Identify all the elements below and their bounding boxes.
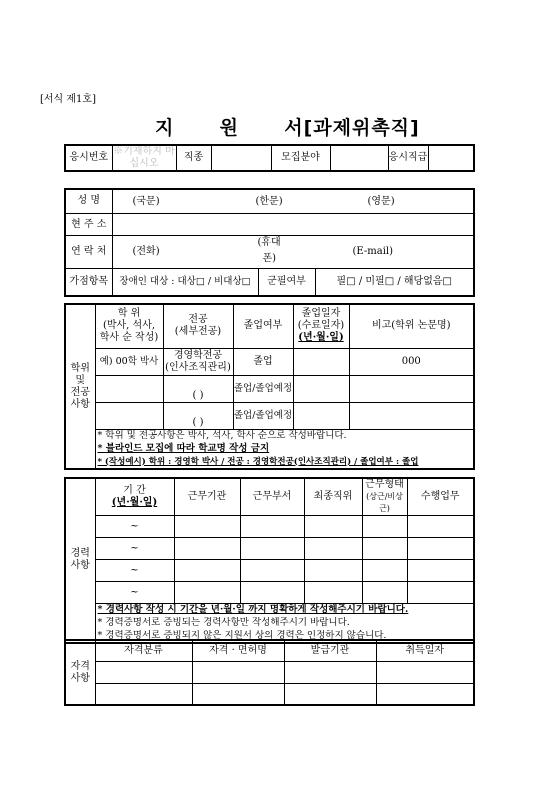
license-table [64,639,475,706]
work-type-field[interactable] [362,516,407,538]
dept-field[interactable] [240,538,304,560]
license-date-field[interactable] [376,661,474,683]
email-label: (E-mail) [352,246,394,258]
example-major: 경영학전공 (인사조직관리) [163,348,233,375]
graduated-header: 졸업여부 [233,304,293,348]
hanja-name-label: (한문) [255,196,283,207]
thesis-field[interactable] [349,402,474,429]
duties-field[interactable] [407,560,474,582]
exam-no-label: 응시번호 [65,145,112,171]
phone-label: (전화) [132,246,160,258]
major-field[interactable]: ( ) [163,402,233,429]
position-field[interactable] [304,560,362,582]
career-note-3: * 경력증명서로 증빙되지 않은 지원서 상의 경력은 인정하지 않습니다. [95,630,474,643]
license-issuer-header: 발급기관 [284,640,376,661]
position-field[interactable] [304,538,362,560]
example-degree: 예) 00학 박사 [95,348,163,375]
mobile-label-2: 폰) [262,253,277,265]
thesis-header: 비고(학위 논문명) [349,304,474,348]
dept-field[interactable] [240,516,304,538]
org-field[interactable] [174,538,240,560]
dept-field[interactable] [240,582,304,604]
address-field[interactable] [112,213,474,235]
personal-table [64,188,475,297]
contact-label: 연 락 처 [65,236,112,269]
license-category-field[interactable] [95,683,192,705]
work-type-header: 근무형태 (상근/비상근) [362,478,407,516]
license-name-header: 자격 · 면허명 [192,640,284,661]
career-note-2: * 경력증명서로 증빙되는 경력사항만 작성해주시기 바랍니다. [95,617,474,630]
form-number: [서식 제1호] [40,94,96,105]
name-field[interactable] [112,189,474,213]
license-name-field[interactable] [192,683,284,705]
dept-header: 근무부서 [240,478,304,516]
korean-name-label: (국문) [132,196,160,207]
degree-header: 학 위 (박사, 석사, 학사 순 작성) [95,304,163,348]
position-field[interactable] [304,516,362,538]
org-header: 근무기관 [174,478,240,516]
education-note-2: * 블라인드 모집에 따라 학교명 작성 금지 [95,442,474,455]
field-label: 모집분야 [271,145,330,171]
grade-label: 응시직급 [388,145,428,171]
example-thesis: 000 [349,348,474,375]
work-type-field[interactable] [362,560,407,582]
major-header: 전공 (세부전공) [163,304,233,348]
education-table [64,303,475,470]
license-date-field[interactable] [376,683,474,705]
license-name-field[interactable] [192,661,284,683]
graduated-field[interactable]: 졸업/졸업예정 [233,402,293,429]
period-header: 기 간 (년·월·일) [95,478,174,516]
duties-header: 수행업무 [407,478,474,516]
title-char-2: 원 [219,117,239,139]
graduated-field[interactable]: 졸업/졸업예정 [233,375,293,402]
grad-date-field[interactable] [293,402,349,429]
license-category-field[interactable] [95,661,192,683]
license-category-header: 자격분류 [95,640,192,661]
title-char-1: 지 [155,117,175,139]
example-grad-date [293,348,349,375]
major-field[interactable]: ( ) [163,375,233,402]
org-field[interactable] [174,582,240,604]
thesis-field[interactable] [349,375,474,402]
grad-date-header: 졸업일자 (수료일자) (년·월·일) [293,304,349,348]
org-field[interactable] [174,560,240,582]
page-title [155,113,420,140]
period-field[interactable]: ~ [95,582,174,604]
mobile-label-1: (휴대 [257,237,281,249]
degree-field[interactable] [95,402,163,429]
grad-date-field[interactable] [293,375,349,402]
military-label: 군필여부 [258,268,315,296]
bonus-label: 가점항목 [65,268,112,296]
license-side-label: 자격 사항 [65,640,95,705]
period-field[interactable]: ~ [95,516,174,538]
title-char-3: 서[과제위촉직] [284,117,420,139]
work-type-field[interactable] [362,538,407,560]
duties-field[interactable] [407,582,474,604]
english-name-label: (영문) [367,196,395,207]
position-header: 최종직위 [304,478,362,516]
work-type-field[interactable] [362,582,407,604]
license-issuer-field[interactable] [284,683,376,705]
degree-field[interactable] [95,375,163,402]
position-field[interactable] [304,582,362,604]
license-date-header: 취득일자 [376,640,474,661]
period-field[interactable]: ~ [95,538,174,560]
military-field[interactable]: 필□ / 미필□ / 해당없음□ [315,268,474,296]
name-label: 성 명 [65,189,112,213]
duties-field[interactable] [407,538,474,560]
education-side-label: 학위 및 전공 사항 [65,304,95,469]
dept-field[interactable] [240,560,304,582]
exam-no-field[interactable]: ※기재하지 마십시오 [113,146,175,169]
field-field[interactable] [330,145,388,171]
education-note-3: * (작성예시) 학위 : 경영학 박사 / 전공 : 경영학전공(인사조직관리) / 졸업여부 : 졸업 [95,455,474,469]
career-side-label: 경력 사항 [65,478,95,643]
job-label: 직종 [176,145,211,171]
period-field[interactable]: ~ [95,560,174,582]
career-note-1: * 경력사항 작성 시 기간을 년·월·일 까지 명확하게 작성해주시기 바랍니다. [95,604,474,617]
license-issuer-field[interactable] [284,661,376,683]
grade-field[interactable] [428,145,474,171]
org-field[interactable] [174,516,240,538]
header-table [64,144,475,172]
disability-field[interactable]: 장애인 대상 : 대상□ / 비대상□ [112,268,258,296]
example-graduated: 졸업 [233,348,293,375]
contact-field[interactable] [112,236,474,269]
education-note-1: * 학위 및 전공사항은 박사, 석사, 학사 순으로 작성바랍니다. [95,429,474,442]
duties-field[interactable] [407,516,474,538]
job-field[interactable] [211,145,271,171]
address-label: 현 주 소 [65,213,112,235]
career-table [64,477,475,644]
